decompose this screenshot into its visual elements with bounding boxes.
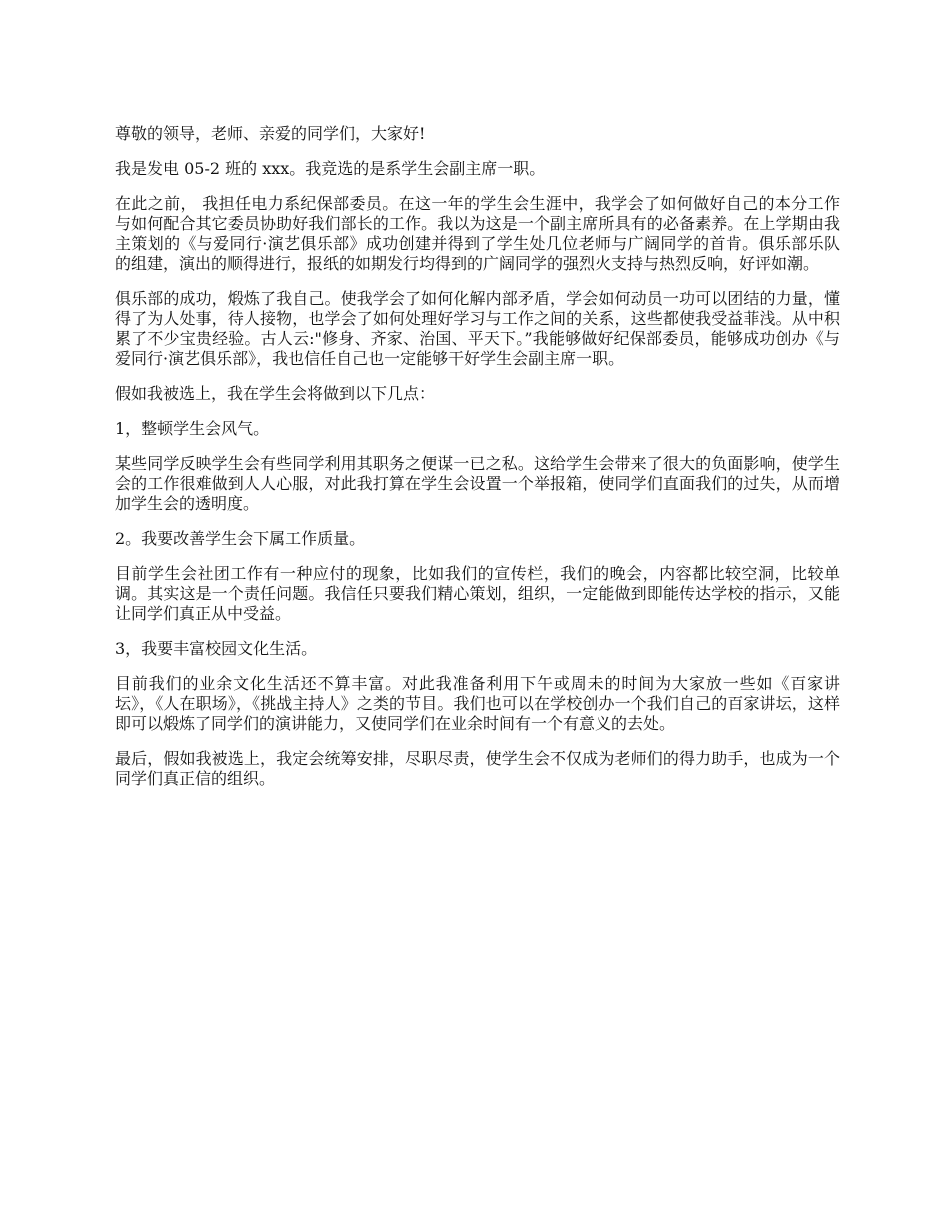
club-success-paragraph: 俱乐部的成功，煅炼了我自己。使我学会了如何化解内部矛盾，学会如何动员一功可以团结的力量，懂得了为人处事，待人接物，也学会了如何处理好学习与工作之间的关系，这些都使我受益菲浅。从中积累了不少宝贵经验。古人云:"修身、齐家、治国、平天下。”我能够做好纪保部委员，能够成功创办《与爱同行·演艺俱乐部》，我也信任自己也一定能够干好学生会副主席一职。: [115, 289, 840, 368]
experience-paragraph: 在此之前， 我担任电力系纪保部委员。在这一年的学生会生涯中，我学会了如何做好自己的本分工作与如何配合其它委员协助好我们部长的工作。我以为这是一个副主席所具有的必备素养。在上学期由我主策划的《与爱同行·演艺俱乐部》成功创建并得到了学生处几位老师与广阔同学的首肯。俱乐部乐队的组建，演出的顺得进行，报纸的如期发行均得到的广阔同学的强烈火支持与热烈反响，好评如潮。: [115, 194, 840, 273]
greeting-paragraph: 尊敬的领导，老师、亲爱的同学们，大家好!: [115, 124, 426, 143]
point-1-heading: 1，整顿学生会风气。: [115, 419, 270, 438]
document-page: [115, 124, 840, 804]
introduction-paragraph: 我是发电 05-2 班的 xxx。我竞选的是系学生会副主席一职。: [115, 159, 546, 178]
point-2-paragraph: 目前学生会社团工作有一种应付的现象，比如我们的宣传栏，我们的晚会，内容都比较空洞，比较单调。其实这是一个责任问题。我信任只要我们精心策划，组织，一定能做到即能传达学校的指示，又能让同学们真正从中受益。: [115, 564, 840, 623]
closing-paragraph: 最后，假如我被选上，我定会统筹安排，尽职尽责，使学生会不仅成为老师们的得力助手，也成为一个同学们真正信的组织。: [115, 749, 840, 788]
point-2-heading: 2。我要改善学生会下属工作质量。: [115, 529, 366, 548]
point-3-paragraph: 目前我们的业余文化生活还不算丰富。对此我准备利用下午或周未的时间为大家放一些如《百家讲坛》，《人在职场》，《挑战主持人》之类的节目。我们也可以在学校创办一个我们自己的百家讲坛，这样即可以煅炼了同学们的演讲能力，又使同学们在业余时间有一个有意义的去处。: [115, 674, 840, 733]
plan-intro-paragraph: 假如我被选上，我在学生会将做到以下几点：: [115, 384, 436, 403]
point-3-heading: 3，我要丰富校园文化生活。: [115, 639, 318, 658]
point-1-paragraph: 某些同学反映学生会有些同学利用其职务之便谋一已之私。这给学生会带来了很大的负面影响，使学生会的工作很难做到人人心服，对此我打算在学生会设置一个举报箱，使同学们直面我们的过失，从而增加学生会的透明度。: [115, 454, 840, 513]
